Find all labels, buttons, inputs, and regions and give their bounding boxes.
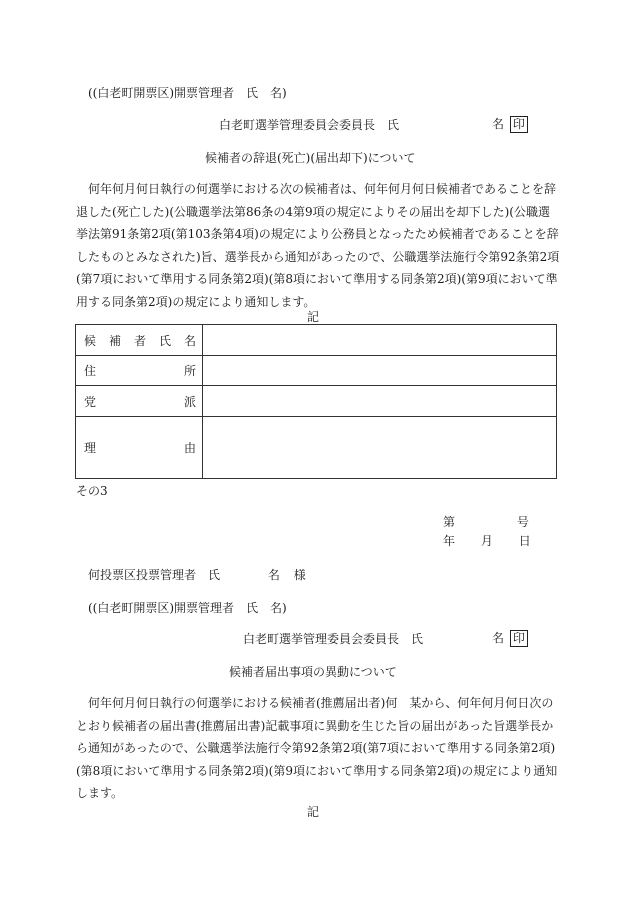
value-candidate-name [203,325,557,356]
addressee-title: 何投票区投票管理者 氏 [88,568,221,582]
label-char: 理 [84,441,97,455]
body-line: 何年何月何日執行の何選挙における次の候補者は、何年何月何日候補者であることを辞 [88,182,557,196]
body-line: 退した(死亡した)(公職選挙法第86条の4第9項の規定によりその届出を却下した)(公職選 [76,204,550,219]
label-party [76,386,203,417]
label-char: 住 [84,364,97,378]
document-date [443,532,531,549]
recipient-line: ((白老町開票区)開票管理者 氏 名) [88,86,287,100]
body-line: 挙法第91条第2項(第103条第4項)の規定により公務員となったため候補者であることを辞 [76,227,559,241]
number-prefix: 第 [443,515,456,529]
body-line: とおり候補者の届出書(推薦届出書)記載事項に異動を生じた旨の届出があった旨選挙長か [76,718,554,733]
recipient-line-2: ((白老町開票区)開票管理者 氏 名) [88,601,287,615]
notice-body-2 [76,692,564,805]
body-line: (第7項において準用する同条第2項)(第8項において準用する同条第2項)(第9項において準 [76,272,558,286]
label-char: 党 [84,394,97,409]
ki-heading-2: 記 [307,805,320,819]
number-suffix: 号 [516,515,529,529]
label-char: 者 [133,333,146,348]
body-line: (第8項において準用する同条第2項)(第9項において準用する同条第2項)の規定により通知 [76,763,558,778]
seal-mark-2: 印 [510,630,528,647]
document-number [443,513,529,530]
addressee-line [88,566,306,583]
date-day: 日 [518,534,531,548]
label-char: 名 [183,333,196,348]
body-line: したものとみなされた)旨、選挙長から通知があったので、公職選挙法施行令第92条第2項 [76,249,560,264]
value-party [203,386,557,417]
sender-title-2: 白老町選挙管理委員会委員長 氏 [243,632,424,646]
value-address [203,356,557,386]
value-reason [203,417,557,479]
notice-body [76,178,564,313]
date-month: 月 [480,534,493,548]
sender-name-char: 名 [492,117,505,131]
table-row [76,356,557,386]
label-char: 所 [183,364,196,378]
label-candidate-name [76,325,203,356]
sender-name-seal-2 [492,629,528,647]
label-char: 氏 [158,333,171,348]
body-line: 何年何月何日執行の何選挙における候補者(推薦届出者)何 某から、何年何月何日次の [88,696,554,710]
table-row [76,386,557,417]
sender-name-char-2: 名 [492,631,505,645]
body-line: します。 [76,786,124,800]
candidate-table [75,324,557,479]
addressee-name-char: 名 [267,568,280,582]
subject-title-2: 候補者届出事項の異動について [229,665,397,679]
label-char: 由 [183,441,196,455]
date-year: 年 [443,534,456,548]
subject-title: 候補者の辞退(死亡)(届出却下)について [205,151,416,165]
seal-mark: 印 [510,116,528,133]
table-row [76,325,557,356]
label-address [76,356,203,386]
label-char: 派 [183,394,196,409]
label-char: 補 [108,333,121,348]
label-reason [76,417,203,479]
body-line: 用する同条第2項)の規定により通知します。 [76,294,316,309]
section-label: その3 [76,484,108,498]
ki-heading: 記 [307,310,320,324]
body-line: ら通知があったので、公職選挙法施行令第92条第2項(第7項において準用する同条第2項) [76,741,556,755]
sender-title: 白老町選挙管理委員会委員長 氏 [219,118,400,132]
sender-line [219,116,399,133]
sender-line-2 [243,630,423,647]
table-row [76,417,557,479]
label-char: 候 [84,333,97,348]
addressee-honorific: 様 [293,568,306,582]
sender-name-seal [492,115,528,133]
